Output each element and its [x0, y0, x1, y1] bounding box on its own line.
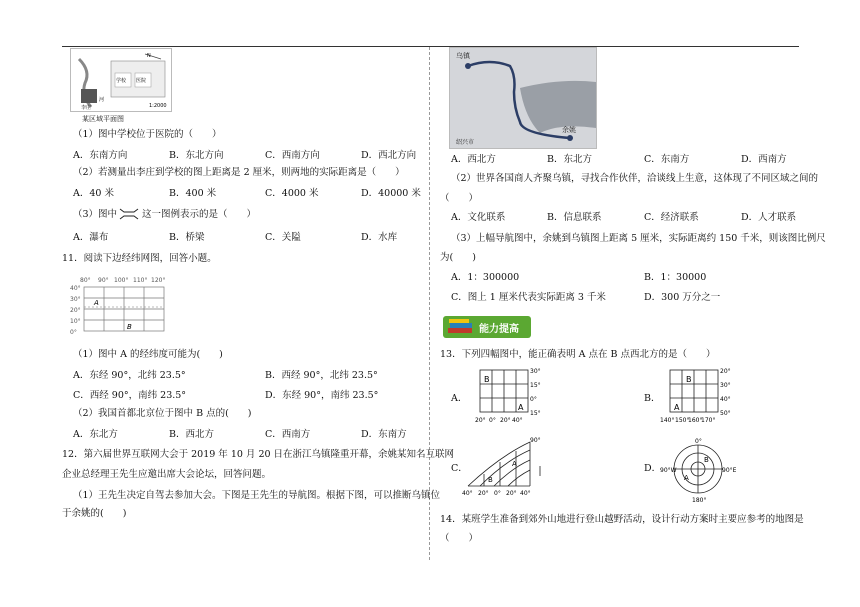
ability-improvement-banner	[443, 316, 531, 338]
q10-2-option-d[interactable]: D．40000 米	[361, 188, 421, 199]
grid-point-a-label: A	[94, 299, 99, 307]
figa-right-label: 15°	[530, 410, 541, 417]
figd-label-left: 90°W	[660, 467, 677, 474]
q12-3-option-c[interactable]: C．图上 1 厘米代表实际距离 3 千米	[451, 292, 606, 303]
figc-bottom-label: 20°	[478, 490, 489, 497]
q12-1-option-c[interactable]: C．东南方	[644, 154, 690, 165]
figb-bottom-label: 170°	[701, 417, 716, 424]
figb-bottom-label: 140°	[660, 417, 675, 424]
q10-1-option-d[interactable]: D．西北方向	[361, 150, 417, 161]
q11-2-option-b[interactable]: B．西北方	[169, 429, 214, 440]
figb-point-a: A	[674, 403, 680, 412]
q11-2-option-a[interactable]: A．东北方	[73, 429, 118, 440]
q12-1-option-a[interactable]: A．西北方	[451, 154, 496, 165]
figd-point-b: B	[704, 456, 709, 464]
figb-right-label: 20°	[720, 368, 731, 375]
grid-lon-label: 110°	[133, 277, 148, 284]
q12-3-option-a[interactable]: A．1：300000	[451, 272, 520, 283]
q12-2-option-d[interactable]: D．人才联系	[741, 212, 797, 223]
nav-yuyao-label: 余姚	[562, 126, 576, 134]
figb-right-label: 50°	[720, 410, 731, 417]
grid-lon-label: 120°	[151, 277, 166, 284]
banner-label: 能力提高	[479, 324, 519, 335]
q11-1-option-a[interactable]: A．东经 90°，北纬 23.5°	[73, 370, 186, 381]
q12-3-option-b[interactable]: B．1：30000	[644, 272, 707, 283]
q12-2-option-c[interactable]: C．经济联系	[644, 212, 699, 223]
q10-3-stem-pre: （3）图中	[73, 209, 118, 220]
q11-1-option-b[interactable]: B．西经 90°，北纬 23.5°	[265, 370, 378, 381]
q12-stem-line2: 企业总经理王先生应邀出席大会论坛，回答问题。	[62, 469, 272, 480]
nav-shaoxing-label: 绍兴市	[456, 139, 475, 146]
q10-2-option-c[interactable]: C．4000 米	[265, 188, 319, 199]
q13-figure-a[interactable]	[470, 366, 550, 426]
q12-1-option-d[interactable]: D．西南方	[741, 154, 787, 165]
figa-right-label: 30°	[530, 368, 541, 375]
q11-1-option-d[interactable]: D．东经 90°，南纬 23.5°	[265, 390, 379, 401]
grid-lon-label: 100°	[114, 277, 129, 284]
q10-1-option-b[interactable]: B．东北方向	[169, 150, 224, 161]
q12-2-stem-line2: （ ）	[440, 193, 479, 204]
grid-lat-label: 0°	[70, 329, 77, 335]
map-school-label: 学校	[116, 78, 127, 84]
map-river-label: 河	[99, 97, 105, 103]
q11-stem: 11．阅读下边经纬网图，回答小题。	[62, 253, 217, 264]
q11-1-option-c[interactable]: C．西经 90°，南纬 23.5°	[73, 390, 187, 401]
q11-1-stem: （1）图中 A 的经纬度可能为( )	[73, 349, 223, 360]
q10-1-stem: （1）图中学校位于医院的（ ）	[73, 129, 222, 140]
figa-point-a: A	[518, 403, 524, 412]
q12-3-stem-line1: （3）上幅导航图中，余姚到乌镇图上距离 5 厘米，实际距离约 150 千米，则该图比例尺	[451, 233, 826, 244]
q14-stem-line1: 14．某班学生准备到郊外山地进行登山越野活动，设计行动方案时主要应参考的地图是	[440, 514, 804, 525]
q10-3-option-a[interactable]: A．瀑布	[73, 232, 109, 243]
q14-stem-line2: （ ）	[440, 533, 479, 544]
q11-2-option-d[interactable]: D．东南方	[361, 429, 407, 440]
q12-2-stem-line1: （2）世界各国商人齐聚乌镇，寻找合作伙伴，洽谈线上生意，这体现了不同区域之间的	[451, 173, 819, 184]
q10-1-option-c[interactable]: C．西南方向	[265, 150, 320, 161]
grid-lon-label: 90°	[98, 277, 109, 284]
q12-3-stem-line2: 为( )	[440, 252, 476, 263]
figb-right-label: 30°	[720, 382, 731, 389]
figc-bottom-label: 20°	[506, 490, 517, 497]
q10-2-stem: （2）若测量出李庄到学校的图上距离是 2 厘米，则两地的实际距离是（ ）	[73, 167, 405, 178]
figb-right-label: 40°	[720, 396, 731, 403]
grid-lat-label: 10°	[70, 318, 81, 325]
q12-3-option-d[interactable]: D．300 万分之一	[644, 292, 721, 303]
q10-2-option-b[interactable]: B．400 米	[169, 188, 217, 199]
figc-bottom-label: 0°	[494, 490, 501, 497]
q12-2-option-a[interactable]: A．文化联系	[451, 212, 506, 223]
figd-label-right: 90°E	[722, 467, 736, 474]
grid-point-b-label: B	[127, 323, 132, 331]
map-scale-label: 1:2000	[149, 103, 167, 109]
q10-1-option-a[interactable]: A．东南方向	[73, 150, 128, 161]
navigation-map	[449, 47, 597, 149]
figa-bottom-label: 20°	[475, 417, 486, 424]
figd-point-a: A	[684, 474, 689, 482]
q10-3-option-b[interactable]: B．桥梁	[169, 232, 205, 243]
grid-lat-label: 40°	[70, 285, 81, 292]
area-map-caption: 某区域平面图	[82, 115, 124, 123]
q10-3-option-d[interactable]: D．水库	[361, 232, 398, 243]
lat-lon-grid	[68, 273, 173, 335]
q13-stem: 13．下列四幅图中，能正确表明 A 点在 B 点西北方的是（ ）	[440, 349, 716, 360]
figc-top-label: 90°	[530, 437, 541, 444]
figc-point-b: B	[488, 476, 493, 484]
figa-bottom-label: 20°	[500, 417, 511, 424]
figa-right-label: 0°	[530, 396, 537, 403]
q13-option-a-letter[interactable]: A．	[451, 393, 468, 404]
q13-option-c-letter[interactable]: C．	[451, 463, 468, 474]
q10-2-option-a[interactable]: A．40 米	[73, 188, 114, 199]
q12-1-stem-line1: （1）王先生决定自驾去参加大会。下图是王先生的导航图。根据下图，可以推断乌镇位	[73, 490, 441, 501]
q10-3-stem-post: 这一图例表示的是（ ）	[142, 209, 257, 220]
area-plan-map-drawing	[71, 49, 171, 111]
figc-point-a: A	[512, 460, 517, 468]
q13-option-d-letter[interactable]: D．	[644, 463, 662, 474]
q13-figure-b[interactable]	[660, 366, 740, 426]
q12-1-stem-line2: 于余姚的( )	[62, 508, 127, 519]
q12-2-option-b[interactable]: B．信息联系	[547, 212, 602, 223]
q11-2-option-c[interactable]: C．西南方	[265, 429, 311, 440]
column-divider	[429, 47, 430, 560]
navigation-map-drawing	[450, 48, 596, 148]
q13-option-b-letter[interactable]: B．	[644, 393, 661, 404]
bridge-legend-icon	[118, 207, 140, 221]
map-north-label: N	[147, 53, 151, 59]
q11-2-stem: （2）我国首都北京位于图中 B 点的( )	[73, 408, 252, 419]
figd-label-bottom: 180°	[692, 497, 707, 504]
figb-point-b: B	[686, 375, 692, 384]
map-hospital-label: 医院	[136, 78, 147, 84]
figa-point-b: B	[484, 375, 490, 384]
figa-bottom-label: 0°	[489, 417, 496, 424]
q12-1-option-b[interactable]: B．东北方	[547, 154, 592, 165]
figb-bottom-label: 150°	[675, 417, 690, 424]
q12-stem-line1: 12．第六届世界互联网大会于 2019 年 10 月 20 日在浙江乌镇隆重开幕，余姚某知名互联网	[62, 449, 455, 460]
grid-lat-label: 20°	[70, 307, 81, 314]
map-lizhuang-label: 李庄	[81, 105, 92, 111]
figc-bottom-label: 40°	[520, 490, 531, 497]
figa-bottom-label: 40°	[512, 417, 523, 424]
books-icon	[445, 316, 477, 338]
grid-lat-label: 30°	[70, 296, 81, 303]
grid-lon-label: 80°	[80, 277, 91, 284]
figd-label-top: 0°	[695, 438, 702, 445]
nav-wuzhen-label: 乌镇	[456, 52, 470, 60]
area-plan-map	[70, 48, 172, 112]
q13-figure-c[interactable]	[460, 436, 550, 498]
figb-bottom-label: 160°	[688, 417, 703, 424]
q13-figure-d[interactable]	[660, 436, 736, 504]
figc-bottom-label: 40°	[462, 490, 473, 497]
page-top-rule	[62, 46, 799, 47]
figa-right-label: 15°	[530, 382, 541, 389]
q10-3-option-c[interactable]: C．关隘	[265, 232, 301, 243]
